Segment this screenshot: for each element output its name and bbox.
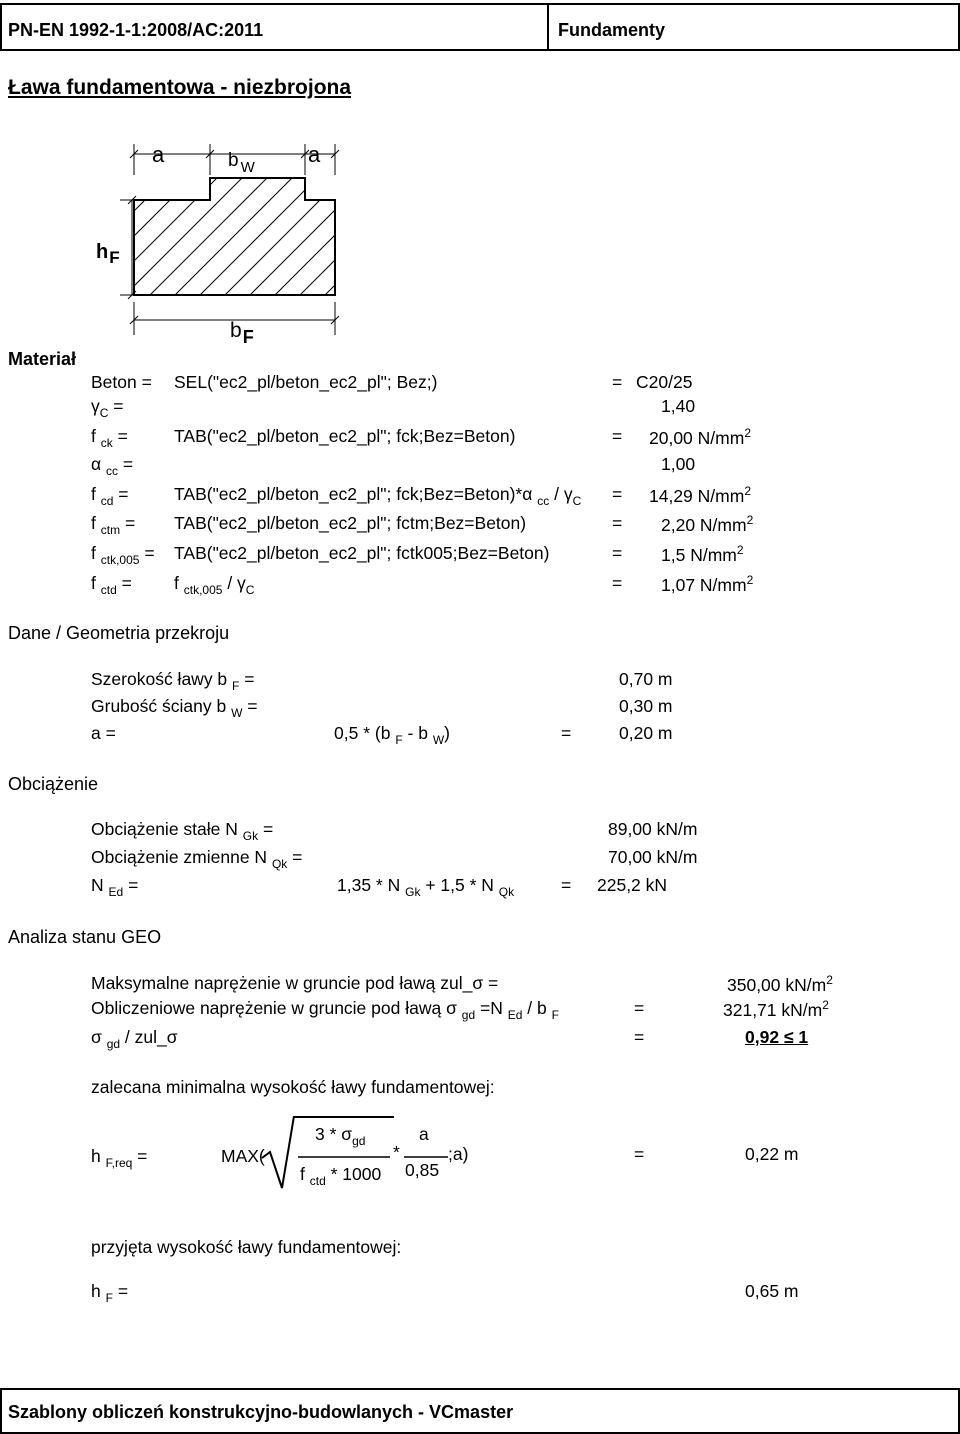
fck-value: 20,00 $N/mm^2$ [649,426,751,448]
hreq-numerator: $3 * \sigma_{gd}$ [315,1124,366,1148]
gamma-c-label: $\gamma_C$ = [91,396,124,420]
bw-label: Grubość ściany b $_W$ = [91,696,258,720]
gamma-c-value: 1,40 [661,396,696,416]
beton-value: C20/25 [636,372,693,392]
sgd-label: Obliczeniowe naprężenie w gruncie pod ławą σ $_{gd}$ =N $_{Ed}$ / b $_F$ [91,998,559,1022]
bf-label: Szerokość ławy b $_F$ = [91,669,255,693]
fcd-value: 14,29 $N/mm^2$ [649,484,751,506]
fctd-eq: = [612,573,623,593]
fcd-formula: TAB("ec2_pl/beton_ec2_pl"; fck;Bez=Beton)*α $_{cc} / \gamma_C$ [174,484,582,508]
header-norm: PN-EN 1992-1-1:2008/AC:2011 [8,20,264,40]
material-heading: Materiał [8,349,77,369]
a-formula: 0,5 * (b $_F$ - b $_W$) [334,723,450,747]
hadopt-text: przyjęta wysokość ławy fundamentowej: [91,1237,402,1257]
fcd-label: f $_{cd}$ = [91,484,129,508]
diagram-label-a-right: a [308,142,321,167]
hreq-numerator-2: a [419,1124,429,1144]
fraction-bar-2 [404,1155,448,1159]
geometry-heading: Dane / Geometria przekroju [8,623,230,643]
beton-label: Beton = [91,372,152,392]
fctm-label: f $_{ctm}$ = [91,513,136,537]
nqk-label: Obciążenie zmienne N $_{Qk}$ = [91,847,303,871]
fck-label: f $_{ck}$ = [91,426,128,450]
section-outline [134,178,335,295]
footer-text: Szablony obliczeń konstrukcyjno-budowlanych - VCmaster [8,1402,514,1422]
hmin-text: zalecana minimalna wysokość ławy fundamentowej: [91,1077,495,1097]
header-category: Fundamenty [558,20,666,40]
sqrt-symbol [258,1112,298,1192]
hreq-tail: ;a) [448,1144,469,1164]
ned-eq: = [561,875,572,895]
loads-heading: Obciążenie [8,774,99,794]
bf-value: 0,70 m [619,669,673,689]
geo-heading: Analiza stanu GEO [8,927,162,947]
hreq-mult: * [393,1142,400,1162]
fctm-formula: TAB("ec2_pl/beton_ec2_pl"; fctm;Bez=Beton) [174,513,527,533]
diagram-label-bf: bF [230,319,254,347]
fctd-formula: f $_{ctk,005} / \gamma_C$ [174,573,255,597]
alpha-cc-value: 1,00 [661,454,696,474]
sgd-eq: = [634,998,645,1018]
nqk-value: 70,00 kN/m [608,847,698,867]
bw-value: 0,30 m [619,696,673,716]
diagram-label-hf: $h_F$ [96,241,120,267]
sqrt-bar [294,1115,394,1119]
page-title: Ława fundamentowa - niezbrojona [8,76,352,99]
beton-eq: = [612,372,623,392]
hf-value: 0,65 m [745,1281,799,1301]
fck-eq: = [612,426,623,446]
fctk-value: 1,5 $N/mm^2$ [661,543,744,565]
ned-formula: 1,35 * N $_{Gk}$ + 1,5 * N $_{Qk}$ [337,875,515,899]
zul-label: Maksymalne naprężenie w gruncie pod ławą zul_σ = [91,973,499,993]
hreq-denominator: f $_{ctd}$ * 1000 [300,1164,382,1188]
alpha-cc-label: α $_{cc}$ = [91,454,134,478]
fctk-formula: TAB("ec2_pl/beton_ec2_pl"; fctk005;Bez=Beton) [174,543,550,563]
ratio-value: 0,92 ≤ 1 [745,1027,809,1047]
fck-formula: TAB("ec2_pl/beton_ec2_pl"; fck;Bez=Beton) [174,426,516,446]
fctm-value: 2,20 $N/mm^2$ [661,513,754,535]
fctk-label: f $_{ctk,005}$ = [91,543,155,567]
hreq-value: 0,22 m [745,1144,799,1164]
hreq-max: MAX( [221,1146,265,1166]
hreq-eq: = [634,1144,645,1164]
diagram-label-a-left: a [152,142,165,167]
sgd-value: 321,71 $kN/m^2$ [723,998,829,1020]
ned-label: N $_{Ed}$ = [91,875,139,899]
a-eq: = [561,723,572,743]
diagram-label-bw: b $_W$ [228,150,255,176]
fctk-eq: = [612,543,623,563]
fraction-bar-1 [298,1155,390,1159]
ngk-value: 89,00 kN/m [608,819,698,839]
a-value: 0,20 m [619,723,673,743]
ned-value: 225,2 kN [597,875,668,895]
ngk-label: Obciążenie stałe N $_{Gk}$ = [91,819,274,843]
fctm-eq: = [612,513,623,533]
ratio-label: σ $_{gd}$ / zul_σ [91,1027,178,1051]
hf-label: h $_F$ = [91,1281,129,1305]
fctd-label: f $_{ctd}$ = [91,573,132,597]
a-label: a = [91,723,116,743]
foundation-diagram [90,130,390,350]
fctd-value: 1,07 $N/mm^2$ [661,573,754,595]
zul-value: 350,00 $kN/m^2$ [727,973,833,995]
hreq-label: h $_{F,req}$ = [91,1146,148,1170]
beton-formula: SEL("ec2_pl/beton_ec2_pl"; Bez;) [174,372,438,392]
fcd-eq: = [612,484,623,504]
hreq-denominator-2: 0,85 [405,1160,440,1180]
ratio-eq: = [634,1027,645,1047]
